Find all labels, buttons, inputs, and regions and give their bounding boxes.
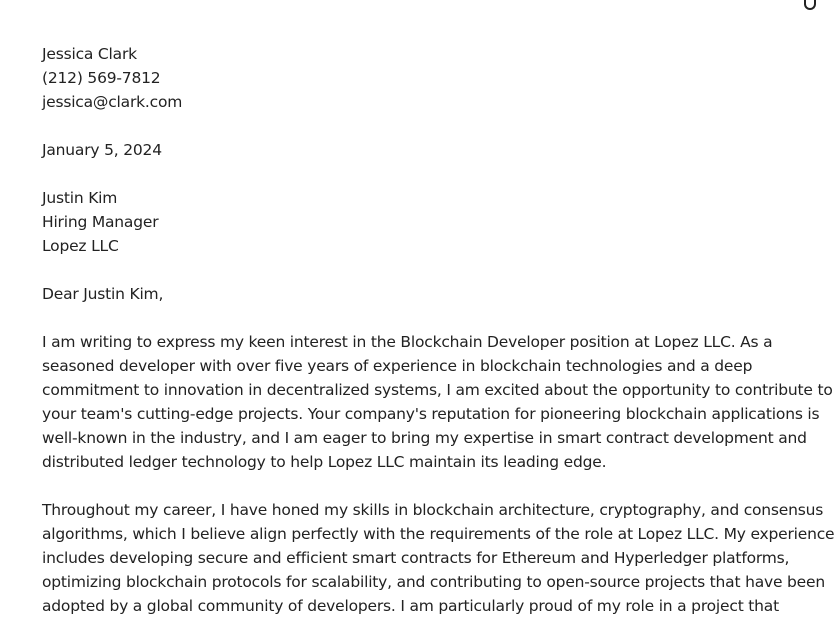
paragraph-line: adopted by a global community of developers. I am particularly proud of my role in a project that (42, 597, 779, 615)
recipient-name: Justin Kim (42, 189, 118, 207)
paragraph-line: distributed ledger technology to help Lopez LLC maintain its leading edge. (42, 453, 607, 471)
paragraph-line: includes developing secure and efficient smart contracts for Ethereum and Hyperledger platforms, (42, 549, 790, 567)
paragraph-line: I am writing to express my keen interest in the Blockchain Developer position at Lopez LLC. As a (42, 333, 773, 351)
date-block (42, 138, 802, 162)
paragraph-line: commitment to innovation in decentralized systems, I am excited about the opportunity to contribute to (42, 381, 833, 399)
paragraph-line: well-known in the industry, and I am eager to bring my expertise in smart contract development and (42, 429, 807, 447)
paragraph-line: optimizing blockchain protocols for scalability, and contributing to open-source projects that have been (42, 573, 825, 591)
sender-phone: (212) 569-7812 (42, 69, 161, 87)
body-paragraph-2 (42, 498, 835, 618)
recipient-title: Hiring Manager (42, 213, 159, 231)
partial-glyph-icon (804, 0, 816, 10)
paragraph-line: your team's cutting-edge projects. Your company's reputation for pioneering blockchain applications is (42, 405, 820, 423)
salutation: Dear Justin Kim, (42, 285, 164, 303)
sender-email: jessica@clark.com (42, 93, 183, 111)
cover-letter (42, 42, 835, 620)
salutation-block (42, 282, 802, 306)
letter-date: January 5, 2024 (42, 141, 162, 159)
body-paragraph-1 (42, 330, 833, 474)
recipient-block (42, 186, 802, 258)
paragraph-line: seasoned developer with over five years of experience in blockchain technologies and a deep (42, 357, 753, 375)
recipient-company: Lopez LLC (42, 237, 119, 255)
sender-name: Jessica Clark (42, 45, 137, 63)
paragraph-line: Throughout my career, I have honed my skills in blockchain architecture, cryptography, and consensus (42, 501, 824, 519)
sender-block (42, 42, 802, 114)
paragraph-line: algorithms, which I believe align perfectly with the requirements of the role at Lopez LLC. My experience (42, 525, 835, 543)
